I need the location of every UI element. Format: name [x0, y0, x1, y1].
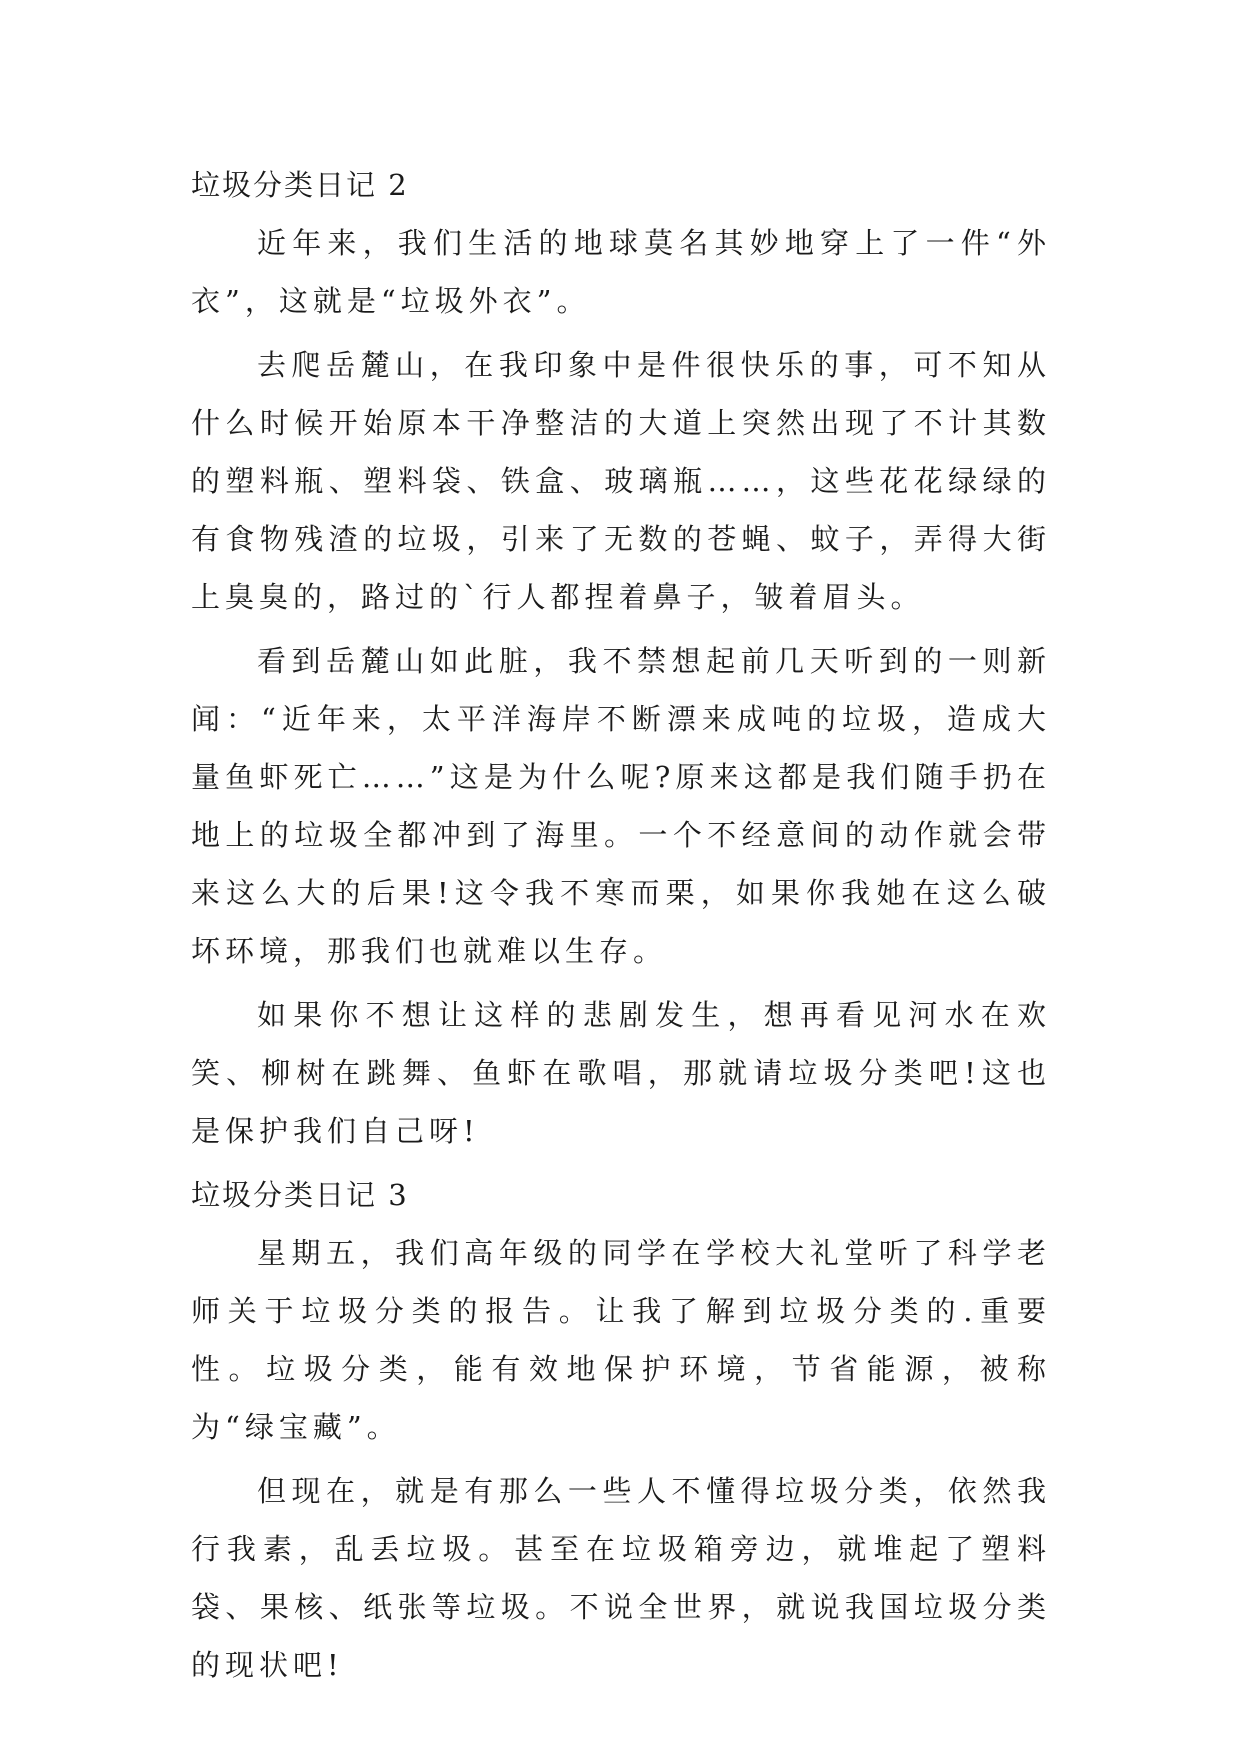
paragraph: 看到岳麓山如此脏，我不禁想起前几天听到的一则新闻：“近年来，太平洋海岸不断漂来成吨的垃圾，造成大量鱼虾死亡……”这是为什么呢?原来这都是我们随手扔在地上的垃圾全都冲到了海里。一个不经意间的动作就会带来这么大的后果!这令我不寒而栗，如果你我她在这么破坏环境，那我们也就难以生存。 — [191, 644, 1051, 968]
section-title: 垃圾分类日记 3 — [191, 1178, 409, 1212]
diary-entry-3 — [191, 1166, 1051, 1694]
paragraph: 如果你不想让这样的悲剧发生，想再看见河水在欢笑、柳树在跳舞、鱼虾在歌唱，那就请垃圾分类吧!这也是保护我们自己呀! — [191, 998, 1051, 1148]
paragraph: 但现在，就是有那么一些人不懂得垃圾分类，依然我行我素，乱丢垃圾。甚至在垃圾箱旁边，就堆起了塑料袋、果核、纸张等垃圾。不说全世界，就说我国垃圾分类的现状吧! — [191, 1474, 1051, 1682]
paragraph: 星期五，我们高年级的同学在学校大礼堂听了科学老师关于垃圾分类的报告。让我了解到垃圾分类的.重要性。垃圾分类，能有效地保护环境，节省能源，被称为“绿宝藏”。 — [191, 1236, 1051, 1444]
paragraph: 去爬岳麓山，在我印象中是件很快乐的事，可不知从什么时候开始原本干净整洁的大道上突然出现了不计其数的塑料瓶、塑料袋、铁盒、玻璃瓶……，这些花花绿绿的有食物残渣的垃圾，引来了无数的苍蝇、蚊子，弄得大街上臭臭的，路过的`行人都捏着鼻子，皱着眉头。 — [191, 348, 1051, 614]
document-page — [191, 156, 1051, 1700]
paragraph: 近年来，我们生活的地球莫名其妙地穿上了一件“外衣”，这就是“垃圾外衣”。 — [191, 226, 1051, 318]
section-title: 垃圾分类日记 2 — [191, 168, 409, 202]
diary-entry-2 — [191, 156, 1051, 1160]
